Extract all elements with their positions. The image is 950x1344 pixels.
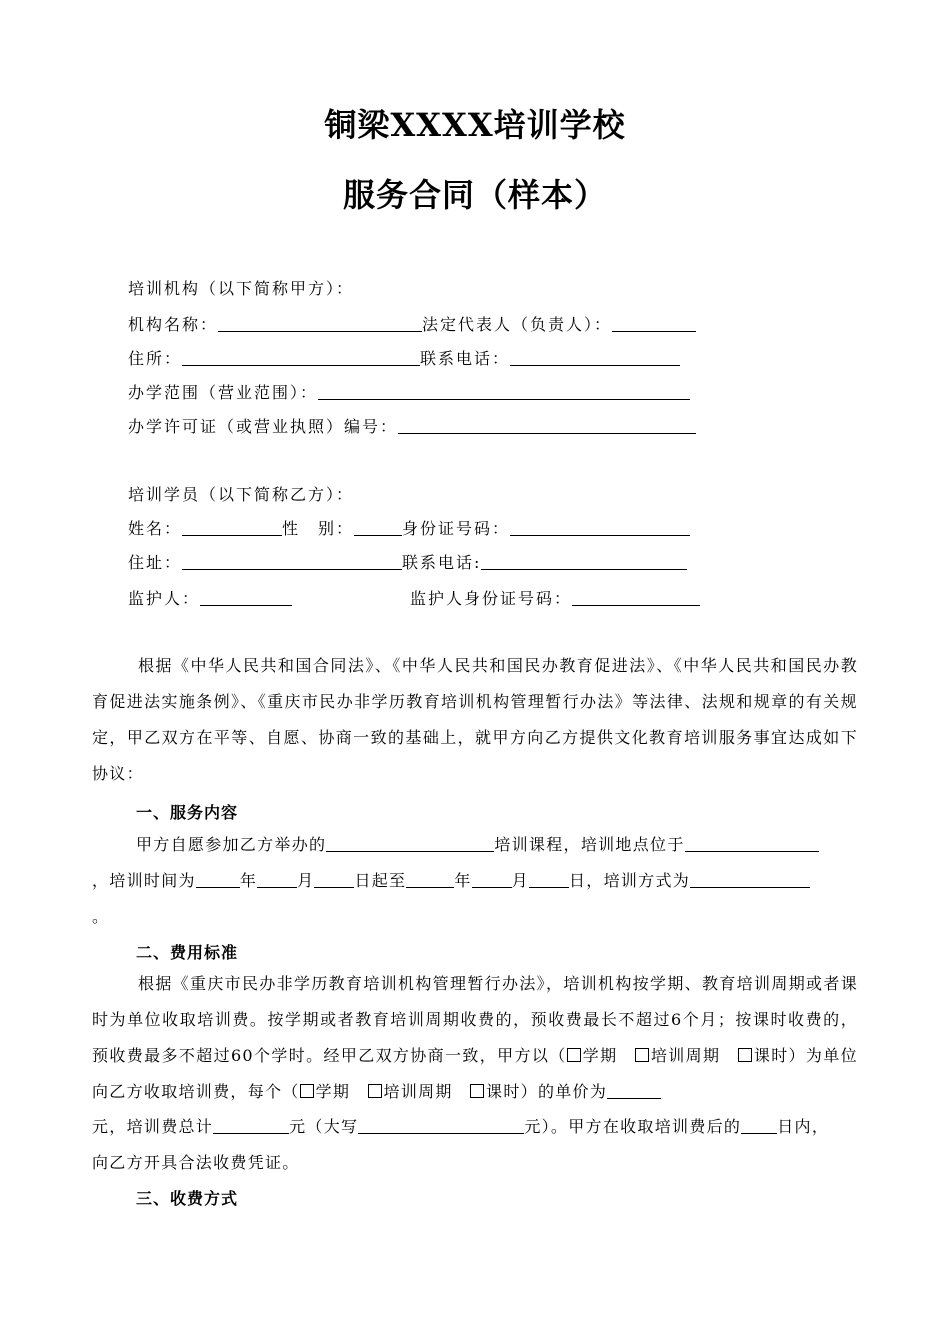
month-label: 月 [297, 871, 315, 890]
start-year-blank[interactable] [196, 869, 240, 888]
address-blank[interactable] [182, 347, 420, 366]
license-label: 办学许可证（或营业执照）编号： [128, 417, 399, 436]
gender-label: 性 别： [282, 519, 355, 538]
location-blank[interactable] [685, 833, 819, 852]
start-month-blank[interactable] [257, 869, 297, 888]
section-2-line-5 [92, 1114, 829, 1140]
party-b-header: 培训学员（以下简称乙方）： [128, 485, 355, 504]
id-blank[interactable] [510, 517, 690, 536]
guardian-blank[interactable] [200, 587, 292, 606]
unit-price-label: 课时）的单价为 [486, 1082, 608, 1101]
student-address-blank[interactable] [182, 551, 402, 570]
party-b-address-row [128, 550, 687, 576]
section-1-line-1 [136, 832, 819, 858]
address-label: 住所： [128, 349, 183, 368]
end-year-blank[interactable] [406, 869, 454, 888]
from-label: 日起至 [354, 871, 407, 890]
phone-blank[interactable] [510, 347, 680, 366]
section-2-paragraph [92, 966, 858, 1101]
party-a-header: 培训机构（以下简称甲方）： [128, 279, 355, 298]
legal-rep-blank[interactable] [612, 313, 696, 332]
preamble-paragraph: 根据《中华人民共和国合同法》、《中华人民共和国民办教育促进法》、《中华人民共和国民办教育促进法实施条例》、《重庆市民办非学历教育培训机构管理暂行办法》等法律、法规和规章的有关规定，甲乙双方在平等、自愿、协商一致的基础上，就甲方向乙方提供文化教育培训服务事宜达成如下协议： [92, 656, 858, 783]
course-label: 甲方自愿参加乙方举办的 [136, 835, 327, 854]
hour-option-label: 课时）为单位向乙方收取培训费，每个（ [92, 1046, 858, 1101]
party-a-license-row [128, 414, 696, 440]
id-label: 身份证号码： [402, 519, 511, 538]
cycle-option-label-cont: 期 [703, 1046, 721, 1065]
total-fee-blank[interactable] [213, 1115, 289, 1134]
end-month-blank[interactable] [472, 869, 512, 888]
scope-blank[interactable] [318, 381, 690, 400]
section-1-heading: 一、服务内容 [136, 803, 239, 822]
within-label: 日内， [777, 1117, 830, 1136]
cycle-checkbox-2[interactable] [368, 1084, 382, 1098]
phone-label: 联系电话： [420, 349, 511, 368]
license-blank[interactable] [398, 415, 696, 434]
total-fee-label: 元，培训费总计 [92, 1117, 214, 1136]
section-1-line-2 [92, 868, 810, 894]
org-name-label: 机构名称： [128, 315, 219, 334]
party-a-address-row [128, 346, 680, 372]
location-label: 培训课程，培训地点位于 [494, 835, 685, 854]
invoice-days-blank[interactable] [741, 1115, 777, 1134]
cycle-checkbox[interactable] [635, 1048, 649, 1062]
section-2-line-6: 向乙方开具合法收费凭证。 [92, 1153, 300, 1172]
org-name-blank[interactable] [218, 313, 422, 332]
year-label-2: 年 [454, 871, 472, 890]
invoice-days-label: 元）。甲方在收取培训费后的 [524, 1117, 742, 1136]
section-2-heading: 二、费用标准 [136, 943, 239, 962]
method-blank[interactable] [690, 869, 810, 888]
student-name-blank[interactable] [182, 517, 282, 536]
party-b-guardian-row [128, 586, 292, 612]
term-option-label-2: 学期 [315, 1082, 351, 1101]
legal-rep-label: 法定代表人（负责人）： [422, 315, 613, 334]
method-label: 日，培训方式为 [568, 871, 691, 890]
uppercase-label: 元（大写 [289, 1117, 359, 1136]
hour-checkbox[interactable] [738, 1048, 752, 1062]
end-day-blank[interactable] [529, 869, 569, 888]
uppercase-blank[interactable] [358, 1115, 524, 1134]
student-phone-label: 联系电话: [402, 553, 482, 572]
fee-paragraph-text: 根据《重庆市民办非学历教育培训机构管理暂行办法》，培训机构按学期、教育培训周期或者课时为单位收取培训费。按学期或者教育培训周期收费的，预收费最长不超过6个月；按课时收费的，预收费最多不超过60个学时。经甲乙双方协商一致，甲方以（ [92, 974, 858, 1065]
party-b-name-row [128, 516, 690, 542]
period-label: ，培训时间为 [92, 871, 196, 890]
student-phone-blank[interactable] [481, 551, 687, 570]
party-b-guardian-id-row [410, 586, 700, 612]
party-a-name-row [128, 312, 696, 338]
guardian-id-label: 监护人身份证号码： [410, 589, 573, 608]
guardian-label: 监护人： [128, 589, 201, 608]
gender-blank[interactable] [354, 517, 402, 536]
party-a-scope-row [128, 380, 690, 406]
hour-checkbox-2[interactable] [470, 1084, 484, 1098]
term-checkbox-2[interactable] [300, 1084, 314, 1098]
cycle-option-label: 培训周 [650, 1046, 703, 1065]
start-day-blank[interactable] [314, 869, 354, 888]
section-3-heading: 三、收费方式 [136, 1189, 239, 1208]
student-name-label: 姓名： [128, 519, 183, 538]
course-blank[interactable] [326, 833, 494, 852]
scope-label: 办学范围（营业范围）： [128, 383, 319, 402]
unit-price-blank[interactable] [607, 1080, 661, 1099]
month-label-2: 月 [511, 871, 529, 890]
document-subtitle: 服务合同（样本） [342, 176, 607, 214]
term-checkbox[interactable] [567, 1048, 581, 1062]
guardian-id-blank[interactable] [572, 587, 700, 606]
section-1-line-3: 。 [92, 907, 110, 926]
term-option-label: 学期 [582, 1046, 618, 1065]
year-label: 年 [239, 871, 258, 890]
student-address-label: 住址： [128, 553, 183, 572]
document-title: 铜梁XXXX培训学校 [324, 106, 626, 144]
cycle-option-label-2: 培训周期 [383, 1082, 453, 1101]
